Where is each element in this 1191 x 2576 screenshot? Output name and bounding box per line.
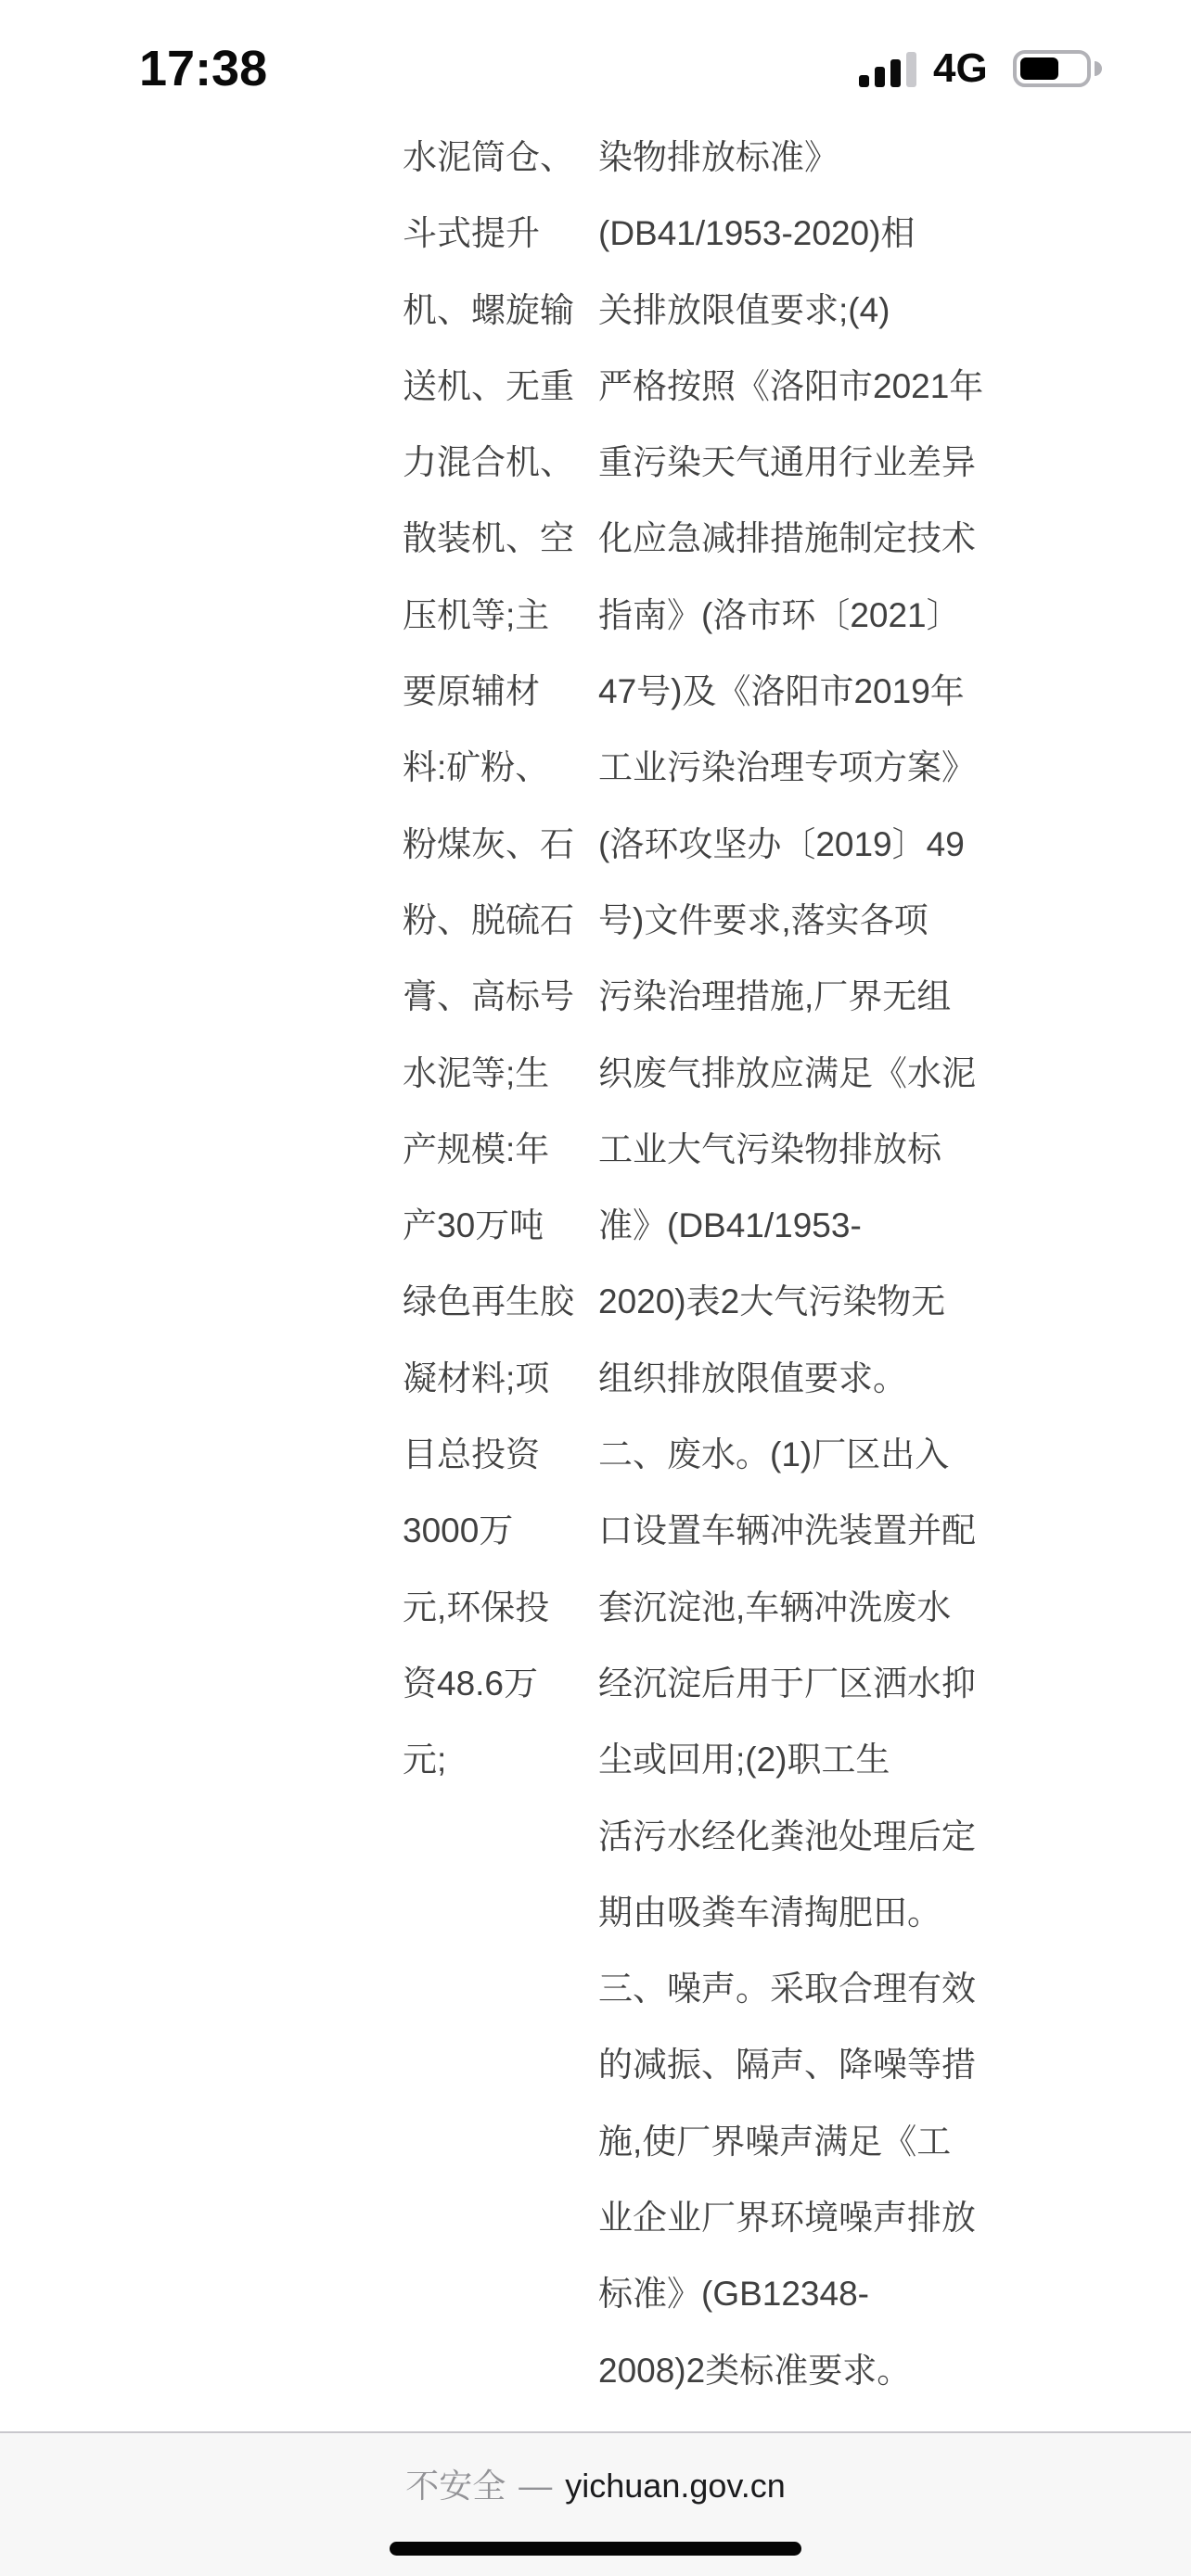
text-line: 膏、高标号 xyxy=(403,977,574,1016)
text-line: 化应急减排措施制定技术 xyxy=(598,519,976,558)
text-line: 产规模:年 xyxy=(403,1129,550,1168)
table-column-left xyxy=(403,120,574,1799)
text-line: 关排放限值要求;(4) xyxy=(598,290,890,329)
text-line: 染物排放标准》 xyxy=(598,138,839,176)
text-line: 料:矿粉、 xyxy=(403,748,550,787)
text-line: 目总投资 xyxy=(403,1435,540,1474)
text-line: 元; xyxy=(403,1741,447,1779)
text-line: 凝材料;项 xyxy=(403,1358,550,1397)
text-line: 业企业厂界环境噪声排放 xyxy=(598,2199,976,2238)
text-line: 三、噪声。采取合理有效 xyxy=(598,1970,976,2009)
clock-time: 17:38 xyxy=(139,41,268,96)
text-line: 要原辅材 xyxy=(403,672,540,711)
text-line: 标准》(GB12348- xyxy=(598,2275,869,2314)
text-line: 送机、无重 xyxy=(403,366,574,405)
text-line: 的减振、隔声、降噪等措 xyxy=(598,2046,976,2085)
table-column-right xyxy=(598,120,983,2409)
text-line: (洛环攻坚办〔2019〕49 xyxy=(598,824,965,863)
text-line: 元,环保投 xyxy=(403,1588,550,1626)
text-line: 压机等;主 xyxy=(403,595,550,634)
text-line: 重污染天气通用行业差异 xyxy=(598,443,976,482)
text-line: 组织排放限值要求。 xyxy=(598,1358,907,1397)
text-line: 尘或回用;(2)职工生 xyxy=(598,1741,890,1779)
text-line: 指南》(洛市环〔2021〕 xyxy=(598,595,961,634)
text-line: 粉、脱硫石 xyxy=(403,900,574,939)
home-indicator[interactable] xyxy=(390,2542,801,2556)
text-line: 斗式提升 xyxy=(403,214,540,253)
text-line: 2008)2类标准要求。 xyxy=(598,2351,912,2390)
security-label: 不安全 xyxy=(405,2467,506,2505)
text-line: 活污水经化粪池处理后定 xyxy=(598,1817,976,1855)
domain-label: yichuan.gov.cn xyxy=(565,2467,786,2505)
safari-url-bar[interactable] xyxy=(0,2431,1191,2576)
text-line: 资48.6万 xyxy=(403,1664,539,1702)
text-line: 机、螺旋输 xyxy=(403,290,574,329)
text-line: 水泥筒仓、 xyxy=(403,138,574,176)
text-line: 工业污染治理专项方案》 xyxy=(598,748,976,787)
text-line: 47号)及《洛阳市2019年 xyxy=(598,672,965,711)
text-line: 绿色再生胶 xyxy=(403,1282,574,1321)
text-line: 严格按照《洛阳市2021年 xyxy=(598,366,984,405)
text-line: 施,使厂界噪声满足《工 xyxy=(598,2122,952,2161)
text-line: 粉煤灰、石 xyxy=(403,824,574,863)
text-line: 3000万 xyxy=(403,1511,514,1550)
text-line: 织废气排放应满足《水泥 xyxy=(598,1053,976,1092)
text-line: 号)文件要求,落实各项 xyxy=(598,900,928,939)
network-type-label: 4G xyxy=(933,45,988,91)
text-line: 力混合机、 xyxy=(403,443,574,482)
text-line: 水泥等;生 xyxy=(403,1053,550,1092)
text-line: 口设置车辆冲洗装置并配 xyxy=(598,1511,976,1550)
text-line: 工业大气污染物排放标 xyxy=(598,1129,941,1168)
text-line: 准》(DB41/1953- xyxy=(598,1206,862,1245)
text-line: 经沉淀后用于厂区洒水抑 xyxy=(598,1664,976,1702)
text-line: 污染治理措施,厂界无组 xyxy=(598,977,952,1016)
text-line: (DB41/1953-2020)相 xyxy=(598,214,916,253)
text-line: 散装机、空 xyxy=(403,519,574,558)
url-text xyxy=(0,2465,1191,2507)
text-line: 二、废水。(1)厂区出入 xyxy=(598,1435,950,1474)
text-line: 2020)表2大气污染物无 xyxy=(598,1282,946,1321)
text-line: 期由吸粪车清掏肥田。 xyxy=(598,1893,941,1932)
text-line: 产30万吨 xyxy=(403,1206,544,1245)
url-separator: — xyxy=(519,2467,553,2505)
text-line: 套沉淀池,车辆冲洗废水 xyxy=(598,1588,952,1626)
